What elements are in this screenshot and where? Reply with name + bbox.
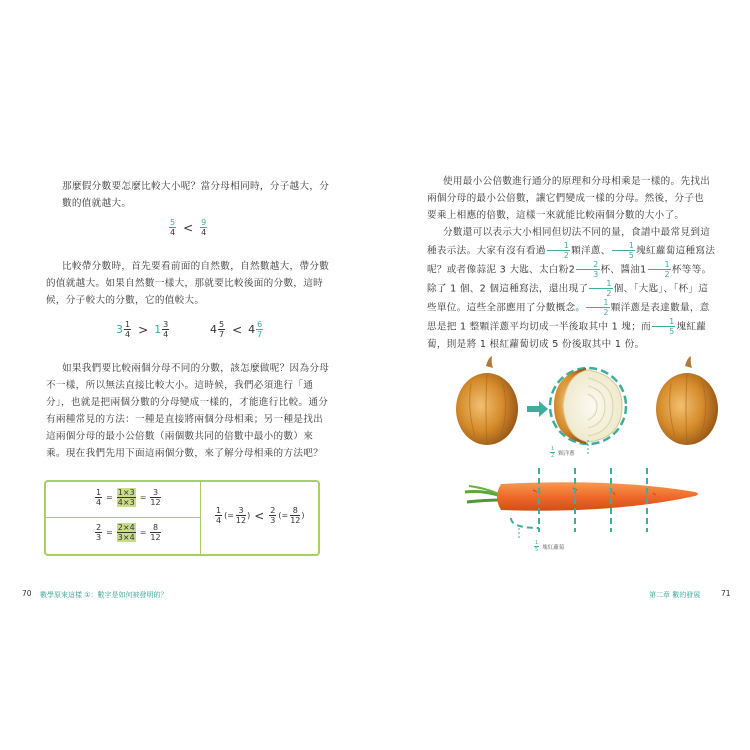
fraction-9-4: $\frac{9}{4}$ [201,218,207,237]
halved-onion-icon [550,368,626,454]
example-mixed-2: 4 $\frac{5}{7}$ < 4 $\frac{6}{7}$ [210,320,263,339]
less-than-sign: < [183,220,194,235]
less-than-sign-2: < [232,322,243,337]
right-paragraph-1: 使用最小公倍數進行通分的原理和分母相乘是一樣的。先找出兩個分母的最小公倍數，讓它們變成一樣的分母。然後，分子也要乘上相應的倍數，這樣一來就能比較兩個分數的大小了。 [427,176,711,221]
arrow-right-icon [527,401,548,417]
page-number-right: 71 [721,589,731,598]
example-mixed-1: 3 $\frac{1}{4}$ > 1 $\frac{3}{4}$ [116,320,169,339]
whole-onion-icon-2 [656,356,718,445]
whole-onion-icon [456,356,518,445]
right-paragraph-2: 分數還可以表示大小相同但切法不同的量，食譜中最常見到這種表示法。大家有沒有看過 $\frac{1}{2}$ 顆洋蔥、 $\frac{1}{5}$ 塊紅蘿蔔這種寫法呢？或者像蒜泥 3 大匙、太白粉2 $\frac{2}{3}$ 杯、醬油1 $\frac{1}{2}$ 杯等等。除了 1 個、2 個這種寫法，還出現了 $\frac{1}{2}$ 個、「大匙」、「杯」這些單位。這些全部應用了分數概念。 $\frac{1}{2}$ 顆洋蔥是表達數量，意思是把 1 整顆洋蔥平均切成一半後取其中 1 塊；而 $\frac{1}{5}$ 塊紅蘿蔔，則是將 1 根紅蘿蔔切成 5 份後取其中 1 份。 [427,227,716,350]
right-page [375,0,750,750]
box-comparison: $\frac{1}{4}$ (= $\frac{3}{12}$ ) < $\frac{2}{3}$ (= $\frac{8}{12}$ ) [216,506,305,525]
fraction-5-4: $\frac{5}{4}$ [170,218,176,237]
common-denominator-box [44,480,320,556]
page-number-left: 70 [22,589,32,598]
box-row-2: $\frac{2}{3}$ = $\frac{2\times 4}{3\times 4}$ = $\frac{8}{12}$ [96,523,161,542]
onion-illustration [451,354,731,454]
carrot-illustration [463,462,703,542]
example-improper-fractions [168,218,208,237]
box-row-1: $\frac{1}{4}$ = $\frac{1\times 3}{4\times 3}$ = $\frac{3}{12}$ [96,488,161,507]
running-footer-left: 數學原來這樣 ①：數字是如何被發明的？ [40,591,168,599]
onion-caption: $\frac{1}{2}$ 顆洋蔥 [551,446,575,459]
left-paragraph-2: 比較帶分數時，首先要看前面的自然數，自然數越大，帶分數的值就越大。如果自然數一樣大，那就要比較後面的分數，這時候，分子較大的分數，它的值較大。 [46,261,330,306]
left-paragraph-3: 如果我們要比較兩個分母不同的分數，該怎麼做呢？因為分母不一樣，所以無法直接比較大小。這時候，我們必須進行「通分」，也就是把兩個分數的分母變成一樣的，才能進行比較。通分有兩種常見的方法：一種是直接將兩個分母相乘；另一種是找出這兩個分母的最小公倍數（兩個數共同的倍數中最小的數）來乘。現在我們先用下面這兩個分數，來了解分母相乘的方法吧？ [46,363,330,459]
carrot-caption: $\frac{1}{5}$ 塊紅蘿蔔 [535,540,565,553]
running-footer-right: 第二章 數的發展 [649,591,701,599]
carrot-icon [465,482,698,511]
left-paragraph-1: 那麼假分數要怎麼比較大小呢？當分母相同時，分子越大，分數的值就越大。 [62,181,330,209]
greater-than-sign: > [138,322,149,337]
